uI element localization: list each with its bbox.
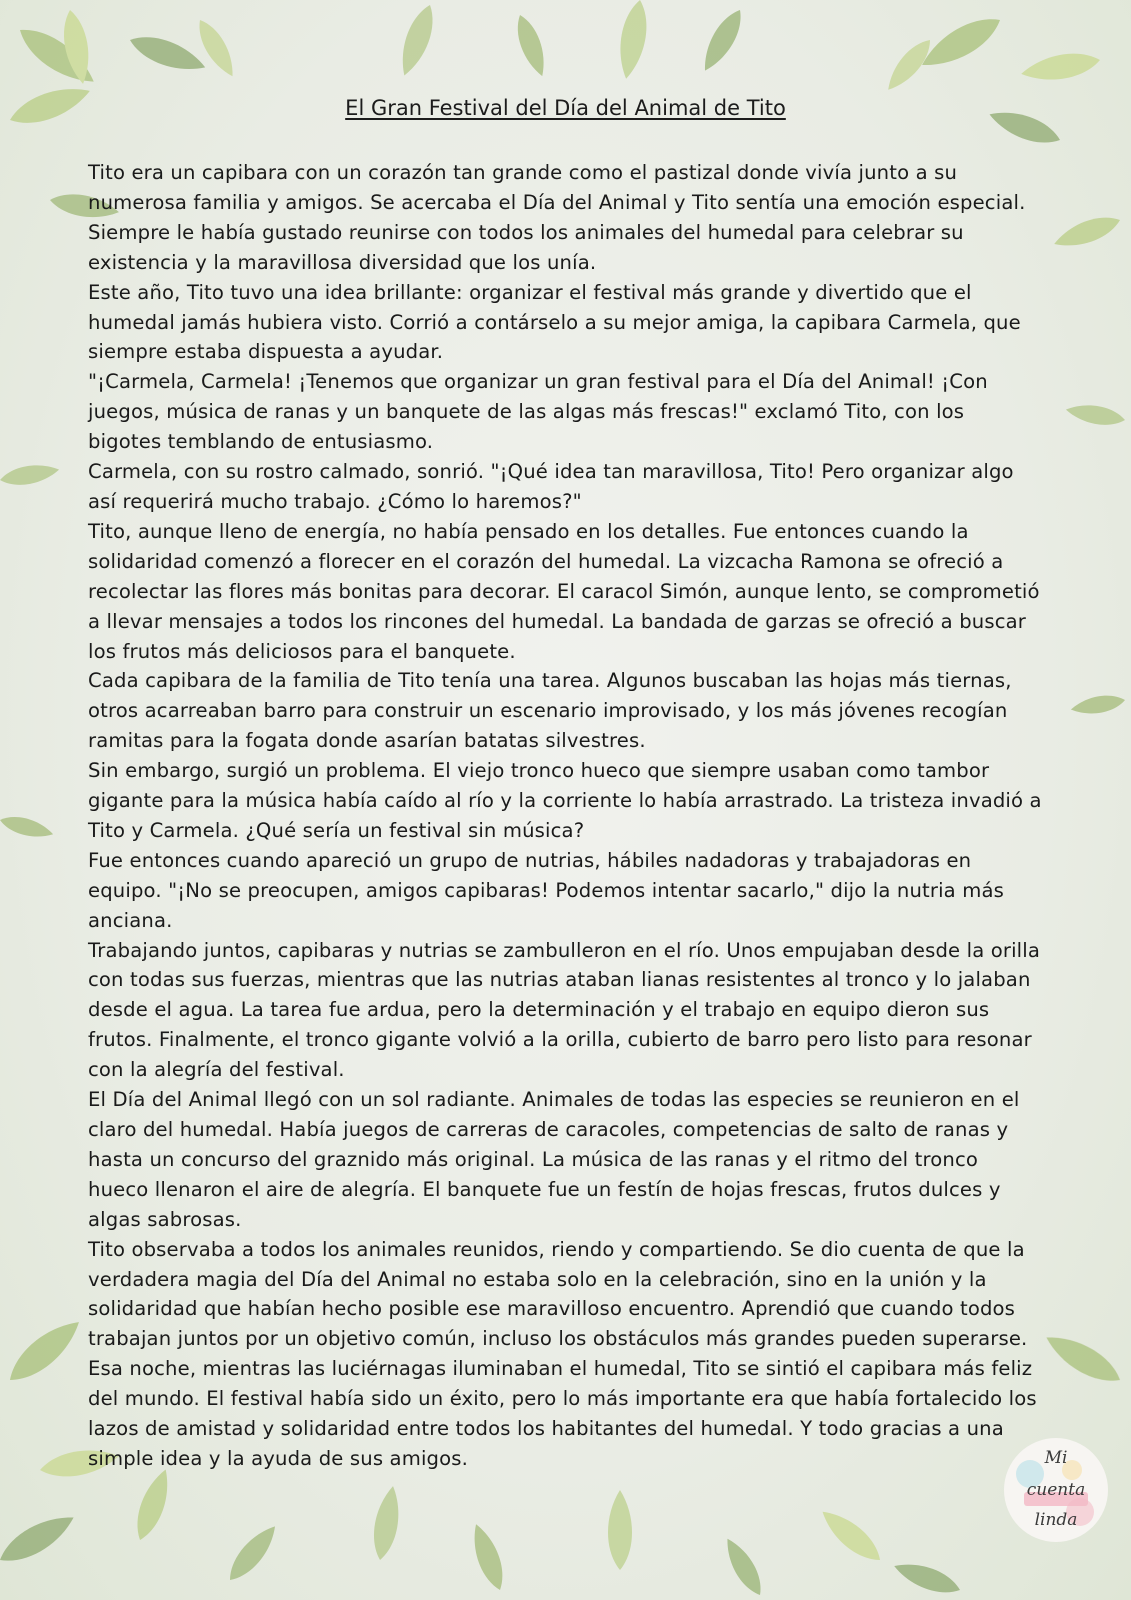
story-body <box>88 158 1043 1474</box>
paragraph: El Día del Animal llegó con un sol radiante. Animales de todas las especies se reunieron en el claro del humedal. Había juegos de carreras de caracoles, competencias de salto de ranas y hasta un concurso del graznido más original. La música de las ranas y el ritmo del tronco hueco llenaron el aire de alegría. El banquete fue un festín de hojas frescas, frutos dulces y algas sabrosas. <box>88 1088 1020 1231</box>
logo-word-linda: linda <box>1034 1510 1078 1530</box>
paragraph: Tito observaba a todos los animales reunidos, riendo y compartiendo. Se dio cuenta de que la verdadera magia del Día del Animal no estaba solo en la celebración, sino en la unión y la solidaridad que habían hecho posible ese maravilloso encuentro. Aprendió que cuando todos trabajan juntos por un objetivo común, incluso los obstáculos más grandes pueden superarse. <box>88 1237 1028 1351</box>
logo-word-cuenta: cuenta <box>1026 1480 1086 1500</box>
paragraph: Carmela, con su rostro calmado, sonrió. "¡Qué idea tan maravillosa, Tito! Pero organizar algo así requerirá mucho trabajo. ¿Cómo lo haremos?" <box>88 460 1014 513</box>
paragraph: Sin embargo, surgió un problema. El viejo tronco hueco que siempre usaban como tambor gigante para la música había caído al río y la corriente lo había arrastrado. La tristeza invadió a Tito y Carmela. ¿Qué sería un festival sin música? <box>88 759 1042 842</box>
story-title: El Gran Festival del Día del Animal de Tito <box>345 96 786 120</box>
brand-logo <box>1000 1434 1112 1546</box>
paragraph: "¡Carmela, Carmela! ¡Tenemos que organizar un gran festival para el Día del Animal! ¡Con juegos, música de ranas y un banquete de las algas más frescas!" exclamó Tito, con los bigotes temblando de entusiasmo. <box>88 370 988 454</box>
paragraph: Cada capibara de la familia de Tito tenía una tarea. Algunos buscaban las hojas más tiernas, otros acarreaban barro para construir un escenario improvisado, y los más jóvenes recogían ramitas para la fogata donde asarían batatas silvestres. <box>88 669 1012 753</box>
paragraph: Tito era un capibara con un corazón tan grande como el pastizal donde vivía junto a su numerosa familia y amigos. Se acercaba el Día del Animal y Tito sentía una emoción especial. Siempre le había gustado reunirse con todos los animales del humedal para celebrar su existencia y la maravillosa diversidad que los unía. <box>88 161 1026 274</box>
logo-word-mi: Mi <box>1044 1448 1068 1468</box>
paragraph: Tito, aunque lleno de energía, no había pensado en los detalles. Fue entonces cuando la solidaridad comenzó a florecer en el corazón del humedal. La vizcacha Ramona se ofreció a recolectar las flores más bonitas para decorar. El caracol Simón, aunque lento, se comprometió a llevar mensajes a todos los rincones del humedal. La bandada de garzas se ofreció a buscar los frutos más deliciosos para el banquete. <box>88 519 1040 663</box>
paragraph: Trabajando juntos, capibaras y nutrias se zambulleron en el río. Unos empujaban desde la orilla con todas sus fuerzas, mientras que las nutrias ataban lianas resistentes al tronco y lo jalaban desde el agua. La tarea fue ardua, pero la determinación y el trabajo en equipo dieron sus frutos. Finalmente, el tronco gigante volvió a la orilla, cubierto de barro pero listo para resonar con la alegría del festival. <box>88 938 1041 1082</box>
paragraph: Esa noche, mientras las luciérnagas iluminaban el humedal, Tito se sintió el capibara más feliz del mundo. El festival había sido un éxito, pero lo más importante era que había fortalecido los lazos de amistad y solidaridad entre todos los habitantes del humedal. Y todo gracias a una simple idea y la ayuda de sus amigos. <box>88 1357 1037 1470</box>
paragraph: Fue entonces cuando apareció un grupo de nutrias, hábiles nadadoras y trabajadoras en equipo. "¡No se preocupen, amigos capibaras! Podemos intentar sacarlo," dijo la nutria más anciana. <box>88 848 1004 932</box>
paragraph: Este año, Tito tuvo una idea brillante: organizar el festival más grande y divertido que el humedal jamás hubiera visto. Corrió a contárselo a su mejor amiga, la capibara Carmela, que siempre estaba dispuesta a ayudar. <box>88 280 1021 364</box>
